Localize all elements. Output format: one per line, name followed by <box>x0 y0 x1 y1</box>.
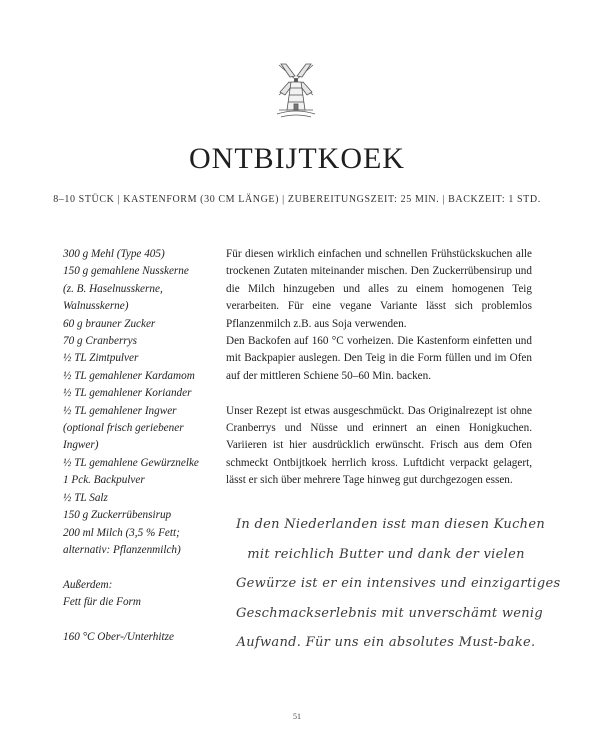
instruction-paragraph: Für diesen wirklich einfachen und schnellen Frühstückskuchen alle trockenen Zutaten miteinander mischen. Den Zuckerrübensirup und die Milch hinzugeben und alles zu einem homogenen Teig verarbeiten. Für eine vegane Variante lässt sich problemlos Pflanzenmilch z.B. aus Soja verwenden. <box>226 248 532 330</box>
ingredient-list <box>63 246 213 646</box>
ingredient-item: alternativ: Pflanzenmilch) <box>63 543 181 556</box>
handwritten-note <box>236 510 561 658</box>
ingredient-item: ½ TL gemahlene Gewürznelke <box>63 456 199 469</box>
oven-setting: 160 °C Ober-/Unterhitze <box>63 630 174 643</box>
ingredient-item: Ingwer) <box>63 439 99 452</box>
ingredient-item: 70 g Cranberrys <box>63 335 137 348</box>
instruction-paragraph: Den Backofen auf 160 °C vorheizen. Die Kastenform einfetten und mit Backpapier auslegen. Den Teig in die Form füllen und im Ofen auf der mittleren Schiene 50–60 Min. backen. <box>226 335 532 382</box>
ingredient-item: ½ TL gemahlener Kardamom <box>63 369 195 382</box>
instruction-paragraph: Unser Rezept ist etwas ausgeschmückt. Das Originalrezept ist ohne Cranberrys und Nüsse und erinnert an einen Honigkuchen. Variieren ist hier ausdrücklich erwünscht. Frisch aus dem Ofen schmeckt Ontbijtkoek herrlich kross. Luftdicht verpackt gelagert, lässt er sich über mehrere Tage hinweg gut durchgezogen essen. <box>226 404 532 487</box>
spacer <box>63 559 213 576</box>
extras-heading: Außerdem: <box>63 578 113 591</box>
handwritten-line: In den Niederlanden isst man diesen Kuchen <box>236 517 546 532</box>
ingredient-item: 300 g Mehl (Type 405) <box>63 248 165 260</box>
ingredient-item: 150 g Zuckerrübensirup <box>63 509 172 522</box>
instructions <box>226 246 532 490</box>
ingredient-item: 60 g brauner Zucker <box>63 317 156 330</box>
handwritten-line: Aufwand. Für uns ein absolutes Must-bake. <box>236 635 536 650</box>
handwritten-line: Gewürze ist er ein intensives und einzigartiges <box>236 576 561 591</box>
ingredient-item: ½ TL gemahlener Koriander <box>63 387 192 400</box>
page-number: 51 <box>293 712 301 721</box>
windmill-icon <box>271 62 321 120</box>
extras-item: Fett für die Form <box>63 596 141 609</box>
spacer <box>63 612 213 629</box>
ingredient-item: ½ TL Salz <box>63 491 108 504</box>
handwritten-line: Geschmackserlebnis mit unverschämt wenig <box>236 605 543 621</box>
ingredient-item: Walnusskerne) <box>63 300 129 313</box>
recipe-meta: 8–10 STÜCK | KASTENFORM (30 CM LÄNGE) | ZUBEREITUNGSZEIT: 25 MIN. | BACKZEIT: 1 STD. <box>53 194 541 205</box>
ingredient-item: ½ TL Zimtpulver <box>63 352 139 365</box>
ingredient-item: (optional frisch geriebener <box>63 422 184 435</box>
ingredient-item: 1 Pck. Backpulver <box>63 474 145 487</box>
ingredient-item: 150 g gemahlene Nusskerne <box>63 265 189 278</box>
ingredient-item: 200 ml Milch (3,5 % Fett; <box>63 526 180 539</box>
recipe-title: ONTBIJTKOEK <box>189 142 405 175</box>
handwritten-line: mit reichlich Butter und dank der vielen <box>247 546 525 562</box>
ingredient-item: (z. B. Haselnusskerne, <box>63 282 163 295</box>
ingredient-item: ½ TL gemahlener Ingwer <box>63 404 177 417</box>
